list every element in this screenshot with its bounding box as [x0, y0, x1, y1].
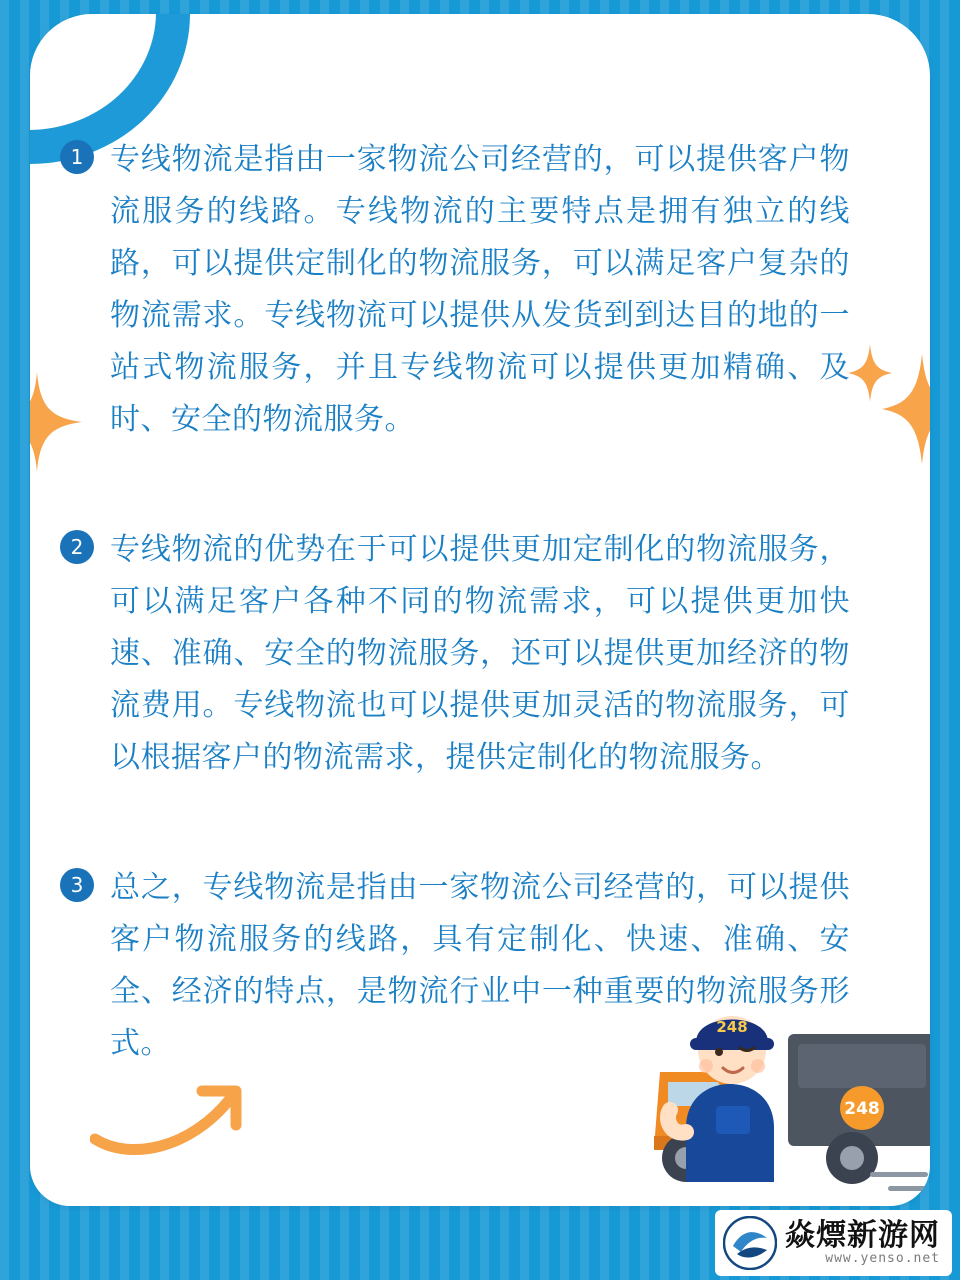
watermark-title: 焱熛新游网: [785, 1219, 940, 1253]
arrow-swoosh-icon: [90, 1069, 260, 1159]
paragraph-number-badge: 1: [60, 140, 94, 174]
paragraph-text: 专线物流是指由一家物流公司经营的，可以提供客户物流服务的线路。专线物流的主要特点是拥有独立的线路，可以提供定制化的物流服务，可以满足客户复杂的物流需求。专线物流可以提供从发货到到达目的地的一站式物流服务，并且专线物流可以提供更加精确、及时、安全的物流服务。: [110, 143, 850, 436]
content-card: [30, 14, 930, 1206]
watermark-url: www.yenso.net: [825, 1250, 940, 1266]
paragraph-2: [60, 524, 850, 784]
paragraph-text: 总之，专线物流是指由一家物流公司经营的，可以提供客户物流服务的线路，具有定制化、快速、准确、安全、经济的特点，是物流行业中一种重要的物流服务形式。: [110, 871, 850, 1060]
watermark-texts: [785, 1220, 940, 1265]
paragraph-1: [60, 134, 850, 446]
yenso-logo-icon: [723, 1216, 777, 1270]
paragraph-number-badge: 3: [60, 868, 94, 902]
courier-truck-illustration: [620, 986, 930, 1206]
watermark: [715, 1210, 952, 1276]
svg-text:248: 248: [844, 1099, 880, 1119]
svg-text:248: 248: [716, 1018, 748, 1036]
paragraph-text: 专线物流的优势在于可以提供更加定制化的物流服务，可以满足客户各种不同的物流需求，可以提供更加快速、准确、安全的物流服务，还可以提供更加经济的物流费用。专线物流也可以提供更加灵活的物流服务，可以根据客户的物流需求，提供定制化的物流服务。: [110, 533, 850, 774]
sparkle-small-icon: [848, 344, 892, 402]
paragraph-number-badge: 2: [60, 530, 94, 564]
